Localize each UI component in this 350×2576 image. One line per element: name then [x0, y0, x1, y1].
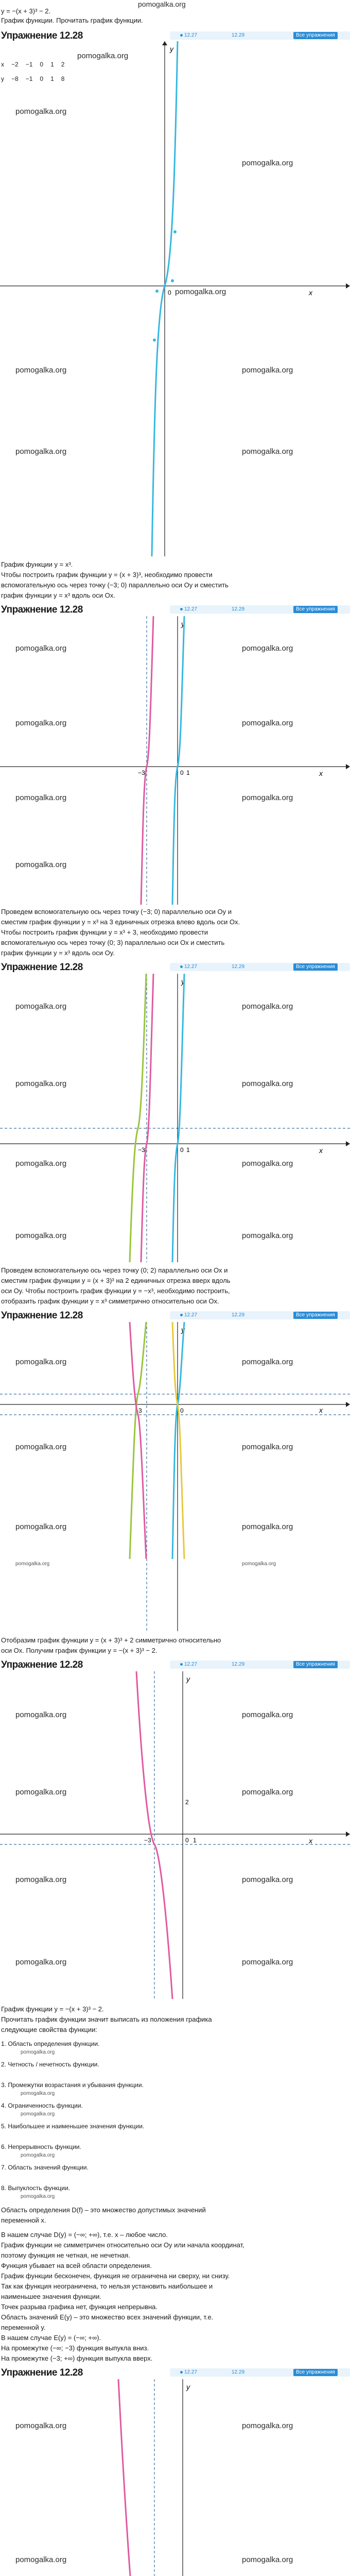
exercise-title: Упражнение 12.28 — [1, 962, 83, 973]
watermark: pomogalka.org — [242, 1358, 293, 1366]
exercise-header — [0, 604, 350, 615]
watermark: pomogalka.org — [242, 793, 293, 802]
watermark: pomogalka.org — [242, 1079, 293, 1088]
tab-next[interactable]: 12.29 — [232, 1312, 245, 1318]
watermark: pomogalka.org — [15, 1522, 67, 1531]
task-formula: y = −(x + 3)³ − 2. — [1, 7, 51, 15]
text-paragraph: сместим график функции y = x³ на 3 единичных отрезка влево вдоль оси Ox. — [1, 918, 240, 926]
watermark: pomogalka.org — [242, 2555, 293, 2564]
watermark: pomogalka.org — [21, 2049, 55, 2055]
table-cell: x — [1, 61, 4, 68]
tab-next[interactable]: 12.29 — [232, 32, 245, 38]
exercise-title: Упражнение 12.28 — [1, 1310, 83, 1321]
task-intro: График функции. Прочитать график функции. — [1, 16, 143, 24]
tab-next[interactable]: 12.29 — [232, 964, 245, 970]
tick-label: −3 — [138, 769, 145, 776]
watermark: pomogalka.org — [242, 2421, 293, 2430]
x-axis-label: x — [319, 1406, 323, 1414]
tick-label: 2 — [185, 1799, 189, 1806]
tab-all[interactable]: Все упражнения — [293, 606, 338, 613]
watermark: pomogalka.org — [15, 1875, 67, 1884]
dot-icon — [180, 1314, 183, 1316]
exercise-title: Упражнение 12.28 — [1, 2367, 83, 2378]
table-cell: y — [1, 75, 4, 82]
exercise-header — [0, 1659, 350, 1670]
table-cell: 8 — [61, 75, 65, 82]
tab-prev[interactable]: 12.27 — [180, 964, 197, 970]
watermark: pomogalka.org — [15, 793, 67, 802]
tick-label: 1 — [186, 1146, 190, 1154]
site-watermark: pomogalka.org — [138, 0, 186, 8]
text-paragraph: сместим график функции y = (x + 3)³ на 2 единичных отрезка вверх вдоль — [1, 1277, 231, 1284]
tab-prev[interactable]: 12.27 — [180, 32, 197, 38]
watermark: pomogalka.org — [15, 1079, 67, 1088]
table-cell: −1 — [25, 61, 33, 68]
tab-all[interactable]: Все упражнения — [293, 1661, 338, 1668]
curve-base — [172, 616, 184, 905]
exercise-tabs — [170, 963, 350, 971]
exercise-tabs — [170, 605, 350, 614]
watermark: pomogalka.org — [242, 1002, 293, 1011]
watermark: pomogalka.org — [15, 1231, 67, 1240]
watermark: pomogalka.org — [15, 1561, 50, 1567]
tick-label: −3 — [135, 1407, 142, 1414]
y-axis-label: y — [186, 2383, 190, 2391]
watermark: pomogalka.org — [242, 159, 293, 167]
text-paragraph: Прочитать график функции значит выписать из положения графика — [1, 2015, 212, 2023]
text-paragraph: На промежутке (−∞; −3) функция выпукла вниз. — [1, 2344, 149, 2352]
tab-all[interactable]: Все упражнения — [293, 2369, 338, 2376]
watermark: pomogalka.org — [15, 1002, 67, 1011]
x-axis-label: x — [309, 1837, 312, 1845]
y-axis-label: y — [181, 1326, 185, 1334]
origin-label: 0 — [180, 1146, 184, 1154]
watermark: pomogalka.org — [15, 1443, 67, 1451]
exercise-tabs — [170, 31, 350, 40]
curve-shifted — [141, 616, 153, 905]
watermark: pomogalka.org — [15, 107, 67, 116]
text-paragraph: следующие свойства функции: — [1, 2026, 97, 2033]
graph-shift-up — [0, 974, 350, 1262]
text-paragraph: оси Oy. Чтобы построить график функции y = −x³, необходимо построить, — [1, 1287, 230, 1295]
x-axis-label: x — [319, 1146, 323, 1155]
text-paragraph: Область определения D(f) – это множество допустимых значений — [1, 2206, 206, 2214]
watermark: pomogalka.org — [15, 1710, 67, 1719]
list-item: 2. Четность / нечетность функции. — [1, 2061, 99, 2068]
watermark: pomogalka.org — [242, 1231, 293, 1240]
watermark: pomogalka.org — [21, 2091, 55, 2096]
text-paragraph: отобразить график функции y = x³ симметрично относительно оси Ox. — [1, 1297, 219, 1305]
watermark: pomogalka.org — [242, 366, 293, 375]
curve-base — [172, 974, 184, 1262]
tab-all[interactable]: Все упражнения — [293, 963, 338, 971]
table-cell: −1 — [25, 75, 33, 82]
tab-prev[interactable]: 12.27 — [180, 2369, 197, 2375]
watermark: pomogalka.org — [15, 860, 67, 869]
table-cell: −2 — [11, 61, 19, 68]
tab-next[interactable]: 12.29 — [232, 2369, 245, 2375]
watermark: pomogalka.org — [21, 2153, 55, 2158]
tick-label: −3 — [138, 1146, 145, 1154]
graph-reflect — [0, 1322, 350, 1631]
watermark: pomogalka.org — [242, 1788, 293, 1797]
watermark: pomogalka.org — [15, 1788, 67, 1797]
dot-icon — [180, 2371, 183, 2374]
watermark: pomogalka.org — [242, 1958, 293, 1967]
y-axis-label: y — [186, 1675, 190, 1683]
graph-final-large — [0, 2379, 350, 2576]
exercise-header — [0, 1310, 350, 1321]
table-cell: 2 — [61, 61, 65, 68]
watermark: pomogalka.org — [242, 1159, 293, 1168]
watermark: pomogalka.org — [77, 52, 129, 60]
table-cell: −8 — [11, 75, 19, 82]
tab-all[interactable]: Все упражнения — [293, 32, 338, 39]
list-item: 4. Ограниченность функции. — [1, 2102, 83, 2109]
text-paragraph: Функция убывает на всей области определения. — [1, 2262, 152, 2269]
curve-shifted — [141, 974, 153, 1262]
text-paragraph: На промежутке (−3; +∞) функция выпукла вверх. — [1, 2354, 153, 2362]
watermark: pomogalka.org — [21, 2194, 55, 2199]
text-paragraph: График функции y = x³. — [1, 561, 73, 568]
tab-prev[interactable]: 12.27 — [180, 1662, 197, 1667]
tab-all[interactable]: Все упражнения — [293, 1312, 338, 1319]
text-paragraph: Область значений E(y) – это множество всех значений функции, т.е. — [1, 2313, 214, 2321]
tab-prev[interactable]: 12.27 — [180, 1312, 197, 1318]
table-cell: 0 — [40, 61, 44, 68]
watermark: pomogalka.org — [15, 1358, 67, 1366]
exercise-title: Упражнение 12.28 — [1, 604, 83, 615]
text-paragraph: Чтобы построить график функции y = x³ + 3, необходимо провести — [1, 928, 208, 936]
text-paragraph: В нашем случае E(y) = (−∞; +∞). — [1, 2334, 101, 2342]
exercise-title: Упражнение 12.28 — [1, 30, 83, 41]
watermark: pomogalka.org — [242, 447, 293, 456]
exercise-tabs — [170, 2368, 350, 2377]
graph-final — [0, 1671, 350, 1999]
curve-reflected — [130, 1322, 146, 1559]
watermark: pomogalka.org — [15, 366, 67, 375]
exercise-title: Упражнение 12.28 — [1, 1659, 83, 1670]
watermark: pomogalka.org — [15, 2555, 67, 2564]
exercise-tabs — [170, 1660, 350, 1669]
text-paragraph: Проведем вспомогательную ось через точку (−3; 0) параллельно оси Oy и — [1, 908, 232, 916]
origin-label: 0 — [180, 1407, 184, 1414]
text-paragraph: В нашем случае D(y) = (−∞; +∞), т.е. x – любое число. — [1, 2231, 168, 2239]
tick-label: −3 — [144, 1837, 151, 1844]
text-paragraph: Отобразим график функции y = (x + 3)³ + 2 симметрично относительно — [1, 1636, 221, 1644]
text-paragraph: поэтому функция не четная, не нечетная. — [1, 2251, 130, 2259]
x-axis-label: x — [319, 769, 323, 777]
table-cell: 1 — [50, 75, 54, 82]
table-cell: 0 — [40, 75, 44, 82]
watermark: pomogalka.org — [15, 447, 67, 456]
watermark: pomogalka.org — [242, 1522, 293, 1531]
dot-icon — [180, 965, 183, 968]
watermark: pomogalka.org — [242, 1710, 293, 1719]
y-axis-label: y — [181, 620, 185, 628]
list-item: 5. Наибольшее и наименьшее значения функции. — [1, 2123, 145, 2130]
text-paragraph: График функции y = −(x + 3)³ − 2. — [1, 2005, 104, 2013]
watermark: pomogalka.org — [15, 2421, 67, 2430]
origin-label: 0 — [180, 769, 184, 776]
tab-next[interactable]: 12.29 — [232, 1662, 245, 1667]
exercise-header — [0, 30, 350, 41]
text-paragraph: график функции y = x³ вдоль оси Oy. — [1, 949, 115, 957]
y-axis-label: y — [170, 45, 173, 53]
curve-shifted-up — [130, 974, 146, 1262]
watermark: pomogalka.org — [15, 1159, 67, 1168]
list-item: 8. Выпуклость функции. — [1, 2184, 70, 2192]
watermark: pomogalka.org — [242, 719, 293, 727]
list-item: 7. Область значений функции. — [1, 2164, 89, 2171]
text-paragraph: оси Ox. Получим график функции y = −(x + 3)³ − 2. — [1, 1647, 157, 1654]
list-item: 6. Непрерывность функции. — [1, 2143, 81, 2150]
dot-icon — [180, 34, 183, 37]
origin-label: 0 — [185, 1837, 189, 1844]
watermark: pomogalka.org — [242, 1443, 293, 1451]
list-item: 3. Промежутки возрастания и убывания функции. — [1, 2081, 144, 2089]
text-paragraph: наименьшее значения функции. — [1, 2293, 101, 2300]
text-paragraph: График функции бесконечен, функция не ограничена ни сверху, ни снизу. — [1, 2272, 230, 2280]
watermark: pomogalka.org — [21, 2111, 55, 2117]
y-axis-label: y — [181, 977, 185, 986]
text-paragraph: вспомогательную ось через точку (0; 3) параллельно оси Ox и сместить — [1, 939, 225, 946]
table-cell: 1 — [50, 61, 54, 68]
exercise-header — [0, 2367, 350, 2378]
watermark: pomogalka.org — [175, 287, 226, 296]
graph-cubic-base — [0, 41, 350, 556]
watermark: pomogalka.org — [15, 1958, 67, 1967]
tab-prev[interactable]: 12.27 — [180, 606, 197, 612]
text-paragraph: Точек разрыва графика нет, функция непрерывна. — [1, 2303, 157, 2311]
exercise-tabs — [170, 1311, 350, 1319]
text-paragraph: Так как функция неограничена, то нельзя установить наибольшее и — [1, 2282, 213, 2290]
watermark: pomogalka.org — [15, 644, 67, 653]
text-paragraph: График функции не симметричен относительно оси Oy или начала координат, — [1, 2241, 244, 2249]
text-paragraph: Чтобы построить график функции y = (x + 3)³, необходимо провести — [1, 571, 213, 579]
list-item: 1. Область определения функции. — [1, 2040, 100, 2047]
x-axis-label: x — [309, 289, 312, 297]
watermark: pomogalka.org — [242, 1561, 276, 1567]
watermark: pomogalka.org — [242, 1875, 293, 1884]
text-paragraph: Проведем вспомогательную ось через точку (0; 2) параллельно оси Ox и — [1, 1266, 228, 1274]
text-paragraph: переменной x. — [1, 2216, 46, 2224]
origin-label: 0 — [168, 289, 171, 296]
dot-icon — [180, 1663, 183, 1666]
dot-icon — [180, 608, 183, 611]
watermark: pomogalka.org — [242, 644, 293, 653]
exercise-header — [0, 961, 350, 973]
tick-label: 1 — [186, 769, 190, 776]
watermark: pomogalka.org — [15, 719, 67, 727]
text-paragraph: график функции y = x³ вдоль оси Ox. — [1, 591, 115, 599]
tab-next[interactable]: 12.29 — [232, 606, 245, 612]
text-paragraph: вспомогательную ось через точку (−3; 0) параллельно оси Oy и сместить — [1, 581, 229, 589]
text-paragraph: переменной y. — [1, 2324, 46, 2331]
tick-label: 1 — [193, 1837, 197, 1844]
